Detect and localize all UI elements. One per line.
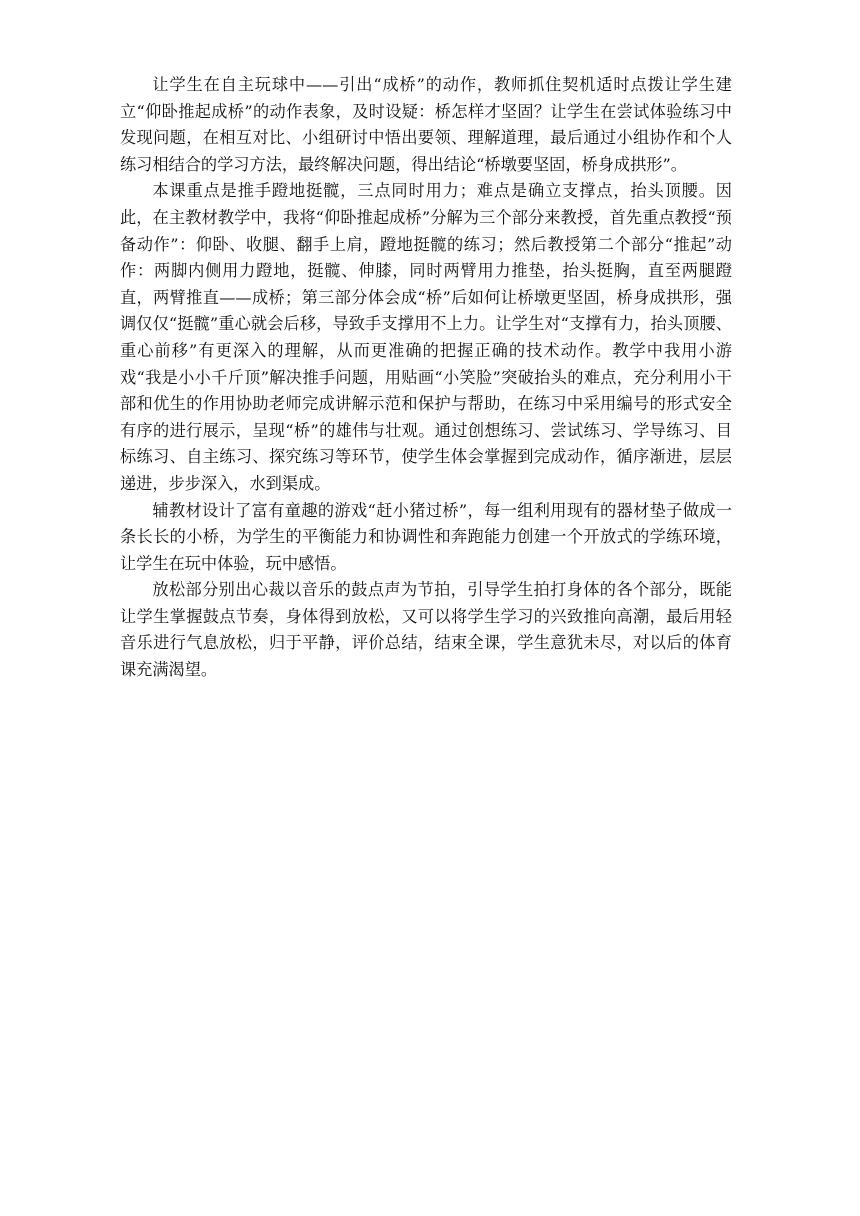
- paragraph-key-points: 本课重点是推手蹬地挺髋，三点同时用力；难点是确立支撑点，抬头顶腰。因此，在主教材教学中，我将“仰卧推起成桥”分解为三个部分来教授，首先重点教授“预备动作”：仰卧、收腿、翻手上肩，蹬地挺髋的练习；然后教授第二个部分“推起”动作：两脚内侧用力蹬地，挺髋、伸膝，同时两臂用力推垫，抬头挺胸，直至两腿蹬直，两臂推直——成桥；第三部分体会成“桥”后如何让桥墩更坚固，桥身成拱形，强调仅仅“挺髋”重心就会后移，导致手支撑用不上力。让学生对“支撑有力，抬头顶腰、重心前移”有更深入的理解，从而更准确的把握正确的技术动作。教学中我用小游戏“我是小小千斤顶”解决推手问题，用贴画“小笑脸”突破抬头的难点，充分利用小干部和优生的作用协助老师完成讲解示范和保护与帮助，在练习中采用编号的形式安全有序的进行展示，呈现“桥”的雄伟与壮观。通过创想练习、尝试练习、学导练习、目标练习、自主练习、探究练习等环节，使学生体会掌握到完成动作，循序渐进，层层递进，步步深入，水到渠成。: [120, 181, 732, 493]
- paragraph-intro: 让学生在自主玩球中——引出“成桥”的动作，教师抓住契机适时点拨让学生建立“仰卧推起成桥”的动作表象，及时设疑：桥怎样才坚固？让学生在尝试体验练习中发现问题，在相互对比、小组研讨中悟出要领、理解道理，最后通过小组协作和个人练习相结合的学习方法，最终解决问题，得出结论“桥墩要坚固，桥身成拱形”。: [120, 75, 732, 174]
- paragraph-relaxation: 放松部分别出心裁以音乐的鼓点声为节拍，引导学生拍打身体的各个部分，既能让学生掌握鼓点节奏，身体得到放松，又可以将学生学习的兴致推向高潮，最后用轻音乐进行气息放松，归于平静，评价总结，结束全课，学生意犹未尽，对以后的体育课充满渴望。: [120, 580, 732, 680]
- paragraph-auxiliary-material: 辅教材设计了富有童趣的游戏“赶小猪过桥”，每一组利用现有的器材垫子做成一条长长的小桥，为学生的平衡能力和协调性和奔跑能力创建一个开放式的学练环境，让学生在玩中体验，玩中感悟。: [120, 500, 732, 573]
- document-page: [120, 72, 732, 684]
